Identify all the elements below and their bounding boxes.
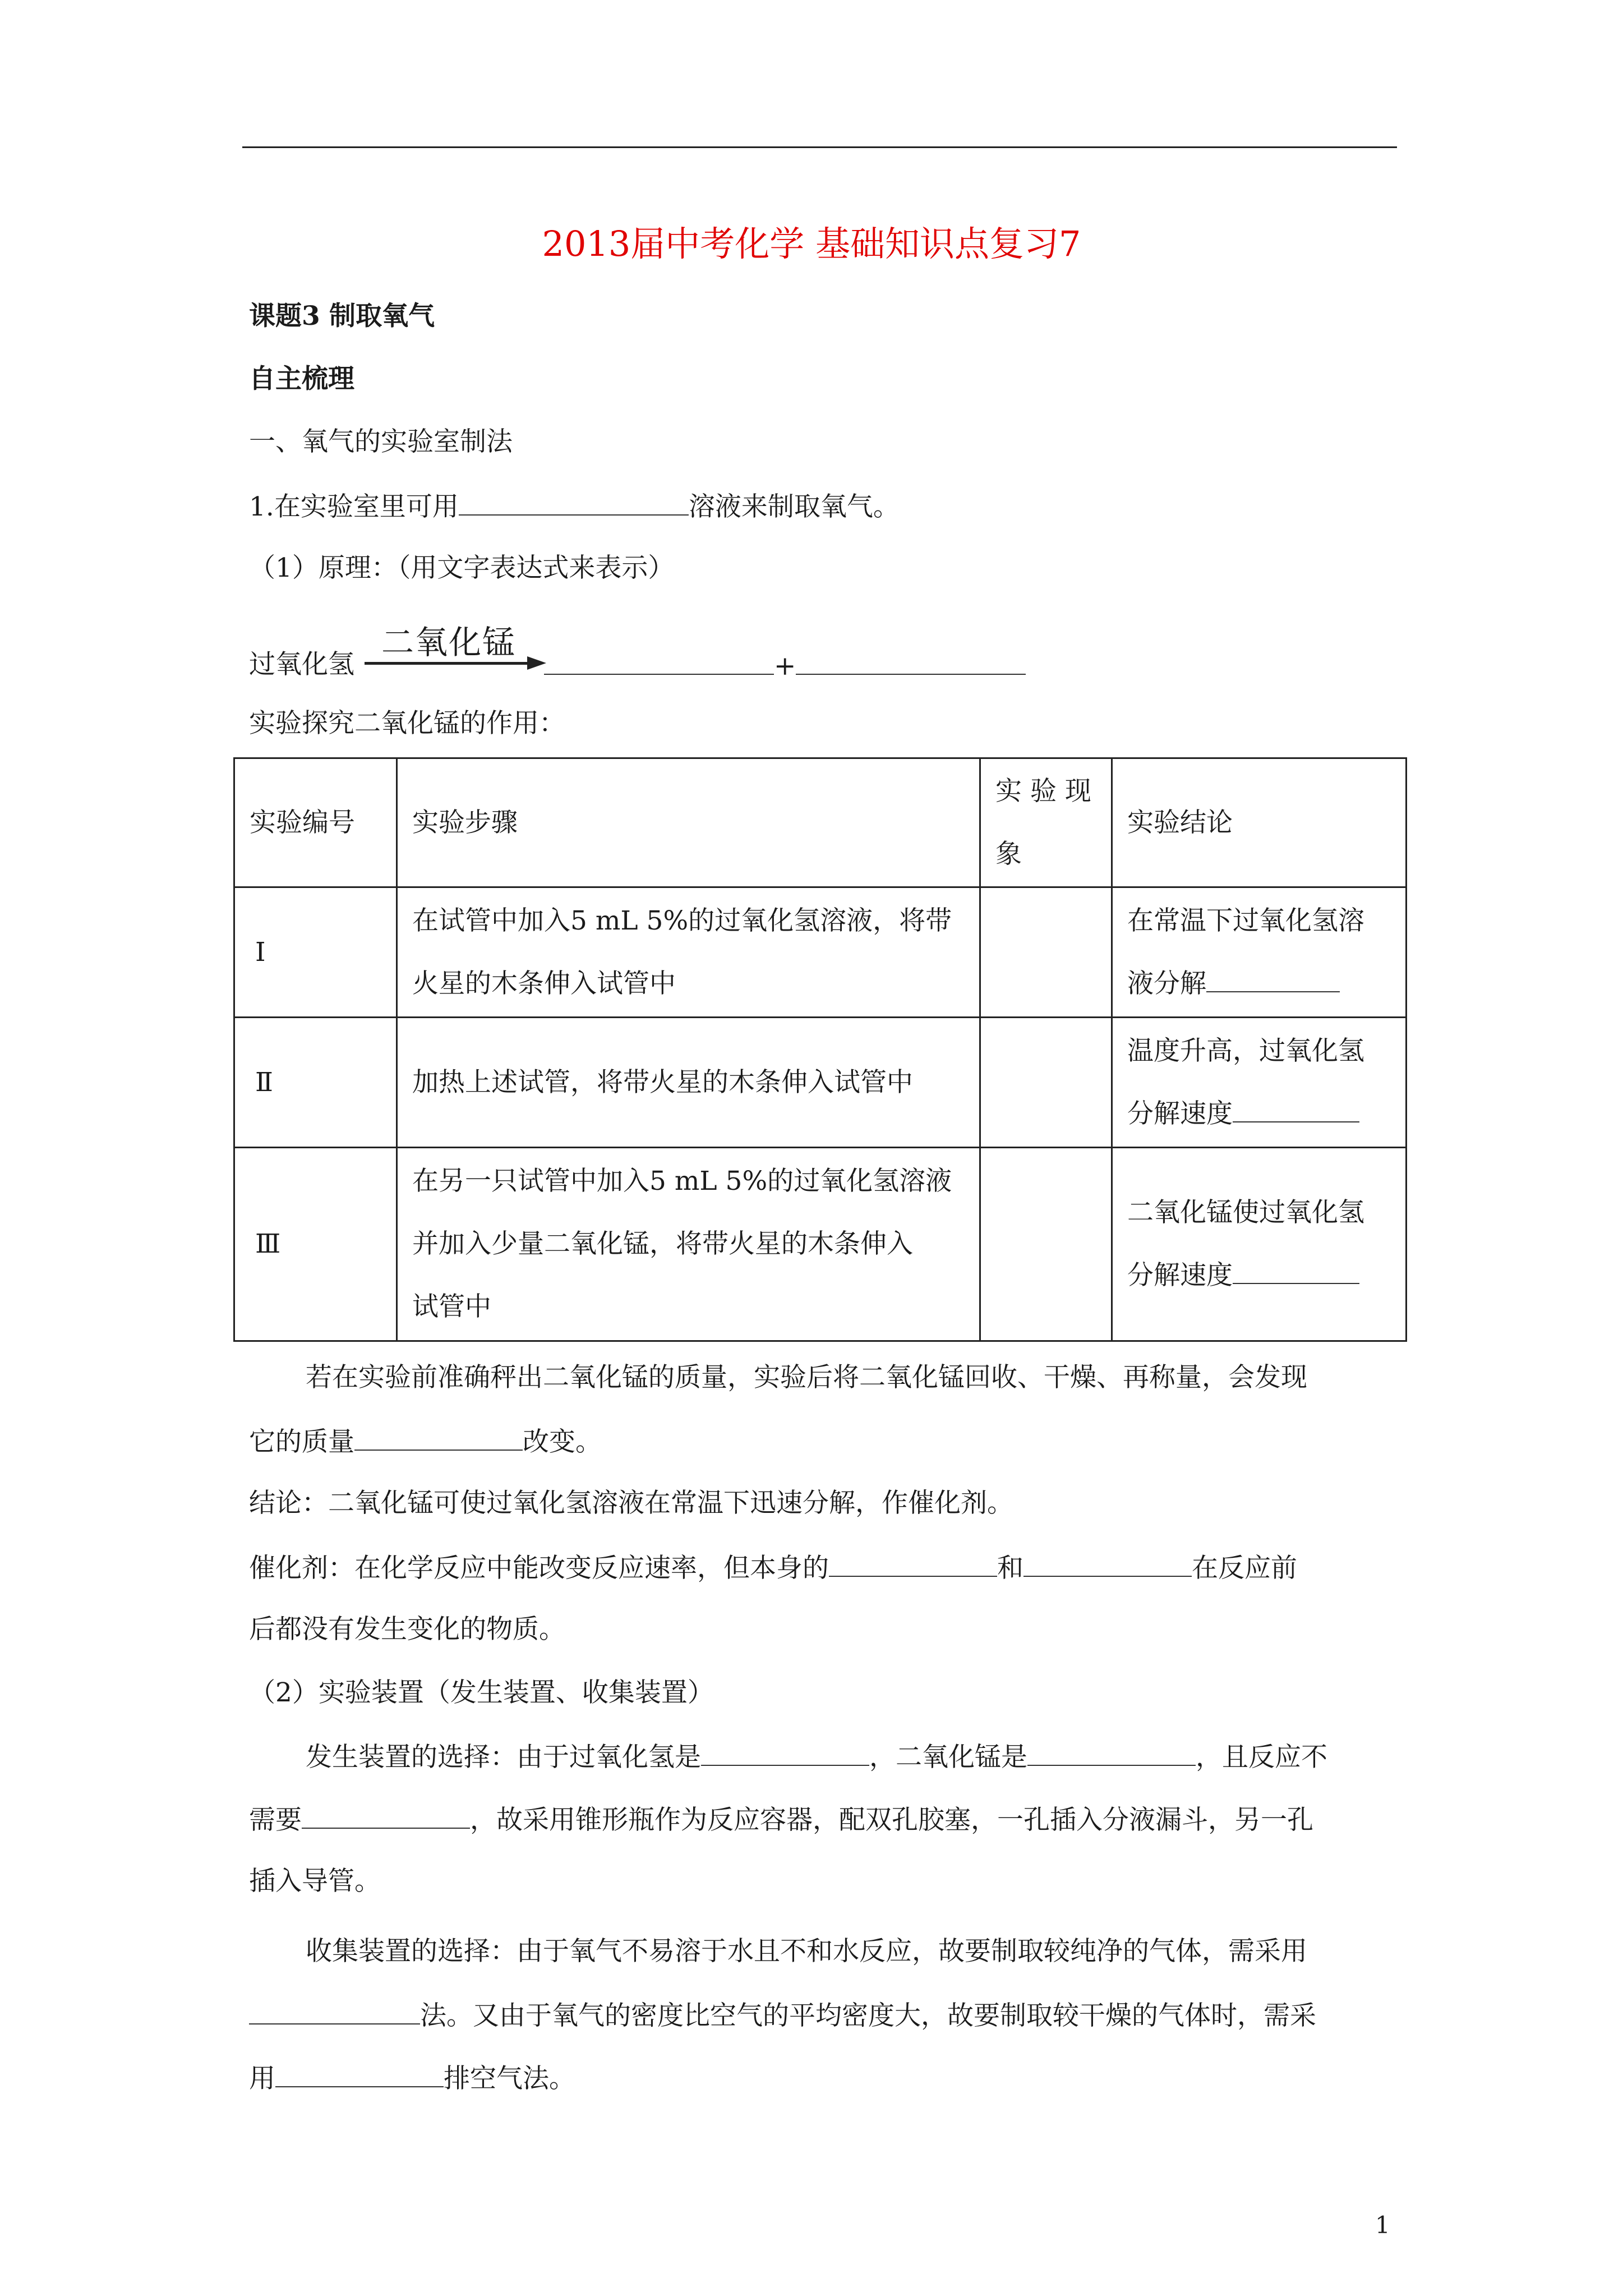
- blank-product-2[interactable]: [796, 649, 1026, 675]
- row-2-conclusion-line-1: 温度升高，过氧化氢: [1127, 1035, 1364, 1066]
- row-1-step-line-1: 在试管中加入5 mL 5%的过氧化氢溶液，将带: [412, 905, 952, 936]
- page-title: 2013届中考化学 基础知识点复习7: [542, 223, 1081, 264]
- row-1-step-line-2: 火星的木条伸入试管中: [412, 968, 676, 999]
- row-3-phenomenon[interactable]: [980, 1148, 1112, 1341]
- blank-catalyst-1[interactable]: [829, 1551, 997, 1577]
- item-1: [249, 490, 900, 523]
- gen-mid: ，二氧化锰是: [869, 1742, 1027, 1773]
- table-row: [234, 887, 1407, 1018]
- p1-suffix: 改变。: [523, 1427, 602, 1457]
- row-3-step-line-1: 在另一只试管中加入5 mL 5%的过氧化氢溶液: [412, 1166, 952, 1197]
- item-1-prefix: 1.在实验室里可用: [249, 491, 459, 522]
- gen-b-prefix: 需要: [249, 1805, 302, 1835]
- collector-line-2: [249, 1999, 1316, 2032]
- blank-row-2-conclusion[interactable]: [1233, 1097, 1359, 1122]
- header-phenomenon-line-2: 象: [995, 838, 1022, 869]
- catalyst-mid: 和: [997, 1553, 1023, 1584]
- header-rule: [242, 146, 1397, 148]
- review-heading: 自主梳理: [249, 364, 354, 394]
- catalyst-label: 二氧化锰: [381, 623, 517, 661]
- header-id: 实验编号: [234, 758, 397, 887]
- row-3-id: Ⅲ: [234, 1148, 397, 1341]
- catalyst-suffix: 在反应前: [1192, 1553, 1297, 1584]
- gen-b-suffix: ，故采用锥形瓶作为反应容器，配双孔胶塞，一孔插入分液漏斗，另一孔: [470, 1805, 1313, 1835]
- arrow-head-icon: [527, 656, 546, 670]
- apparatus-heading: （2）实验装置（发生装置、收集装置）: [249, 1677, 714, 1708]
- row-2-step-line-1: 加热上述试管，将带火星的木条伸入试管中: [412, 1066, 913, 1098]
- catalyst-line-2: 后都没有发生变化的物质。: [249, 1614, 565, 1645]
- row-1-conclusion-line-1: 在常温下过氧化氢溶: [1127, 905, 1364, 936]
- row-3-conclusion-line-1: 二氧化锰使过氧化氢: [1127, 1197, 1364, 1228]
- row-3-conclusion-line-2: 分解速度: [1127, 1244, 1391, 1307]
- item-1-suffix: 溶液来制取氧气。: [688, 491, 900, 522]
- plus-sign: +: [774, 651, 796, 682]
- blank-reagent[interactable]: [459, 490, 689, 516]
- row-3-step-line-2: 并加入少量二氧化锰，将带火星的木条伸入: [412, 1228, 913, 1259]
- gen-prefix: 发生装置的选择：由于过氧化氢是: [306, 1742, 701, 1773]
- row-3-steps: [397, 1148, 980, 1341]
- table-header-row: [234, 758, 1407, 887]
- row-1-steps: [397, 887, 980, 1018]
- col-c-suffix: 排空气法。: [444, 2063, 575, 2094]
- blank-mass[interactable]: [354, 1425, 523, 1451]
- header-conclusion: 实验结论: [1112, 758, 1407, 887]
- row-2-steps: [397, 1018, 980, 1148]
- blank-collect-method[interactable]: [249, 1999, 420, 2024]
- header-phenomenon-line-1: 实 验 现: [995, 775, 1091, 807]
- catalyst-prefix: 催化剂：在化学反应中能改变反应速率，但本身的: [249, 1553, 829, 1584]
- collector-line-3: [249, 2062, 575, 2095]
- reaction-arrow: [365, 662, 538, 665]
- row-2-conclusion: [1112, 1018, 1407, 1148]
- row-1-phenomenon[interactable]: [980, 887, 1112, 1018]
- experiment-table: [233, 757, 1407, 1342]
- explore-heading: 实验探究二氧化锰的作用：: [249, 708, 565, 739]
- generator-line-2: [249, 1803, 1313, 1836]
- row-2-id: Ⅱ: [234, 1018, 397, 1148]
- blank-condition[interactable]: [302, 1803, 470, 1829]
- col-c-prefix: 用: [249, 2063, 275, 2094]
- table-row: [234, 1018, 1407, 1148]
- paragraph-1-line-2: [249, 1425, 602, 1458]
- conclusion-line: 结论：二氧化锰可使过氧化氢溶液在常温下迅速分解，作催化剂。: [249, 1488, 1013, 1519]
- row-3-conclusion: [1112, 1148, 1407, 1341]
- header-steps: 实验步骤: [397, 758, 980, 887]
- blank-h2o2-state[interactable]: [701, 1740, 869, 1766]
- blank-mno2-state[interactable]: [1027, 1740, 1196, 1766]
- blank-row-3-conclusion[interactable]: [1233, 1258, 1359, 1284]
- generator-line-1: [306, 1740, 1327, 1773]
- header-phenomenon: [980, 758, 1112, 887]
- principle-line: （1）原理：（用文字表达式来表示）: [249, 553, 675, 583]
- row-1-id: Ⅰ: [234, 887, 397, 1018]
- catalyst-line-1: [249, 1551, 1297, 1584]
- blank-row-1-conclusion[interactable]: [1206, 967, 1340, 992]
- row-3-step-line-3: 试管中: [412, 1291, 491, 1322]
- blank-product-1[interactable]: [544, 649, 774, 675]
- row-1-conclusion-line-2: 液分解: [1127, 953, 1391, 1015]
- blank-air-method[interactable]: [275, 2062, 444, 2087]
- table-row: [234, 1148, 1407, 1341]
- reactant-label: 过氧化氢: [249, 649, 354, 680]
- lesson-heading: 课题3 制取氧气: [249, 301, 435, 332]
- blank-catalyst-2[interactable]: [1023, 1551, 1192, 1577]
- col-b-suffix: 法。又由于氧气的密度比空气的平均密度大，故要制取较干燥的气体时，需采: [420, 2000, 1316, 2031]
- p1-prefix: 它的质量: [249, 1427, 354, 1457]
- paragraph-1-line-1: 若在实验前准确秤出二氧化锰的质量，实验后将二氧化锰回收、干燥、再称量，会发现: [306, 1362, 1307, 1393]
- collector-line-1: 收集装置的选择：由于氧气不易溶于水且不和水反应，故要制取较纯净的气体，需采用: [306, 1936, 1307, 1967]
- generator-line-3: 插入导管。: [249, 1866, 381, 1897]
- row-2-conclusion-line-2: 分解速度: [1127, 1083, 1391, 1145]
- page-number: 1: [1375, 2211, 1390, 2239]
- row-1-conclusion: [1112, 887, 1407, 1018]
- part-one-heading: 一、氧气的实验室制法: [249, 426, 513, 457]
- products-line: [544, 649, 1026, 682]
- gen-suffix: ，且反应不: [1196, 1742, 1327, 1773]
- row-2-phenomenon[interactable]: [980, 1018, 1112, 1148]
